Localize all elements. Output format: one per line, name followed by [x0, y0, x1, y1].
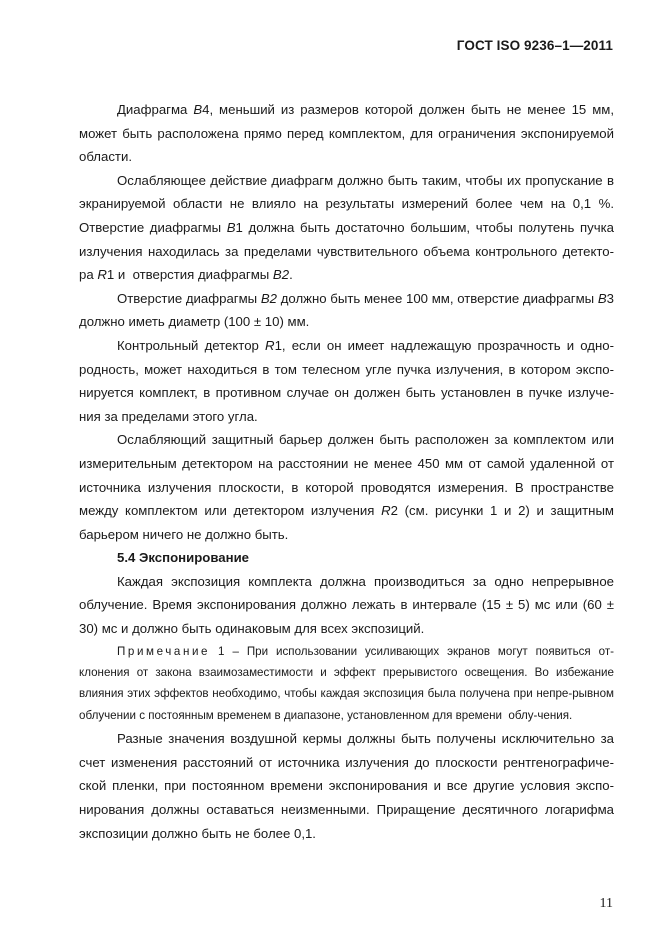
paragraph-attenuation: Ослабляющее действие диафрагм должно быть таким, чтобы их пропускание в экранируемой области не влияло на результаты измерений более чем на 0,1 %. Отверстие диафрагмы В1 должна быть достаточно большим, чтобы полутень пучка излучения находилась за пределами чувствительного объема контрольного детекто-ра R1 и отверстия диафрагмы В2. — [79, 172, 614, 283]
paragraph-exposure-time: Каждая экспозиция комплекта должна производиться за одно непрерывное облучение. Время экспонирования должно лежать в интервале (15 ± 5) мс или (60 ± 30) мс и должно быть одинаковым для всех экспозиций. — [79, 573, 614, 637]
document-code-header: ГОСТ ISO 9236–1—2011 — [456, 38, 613, 53]
section-heading-5-4: 5.4 Экспонирование — [117, 550, 250, 566]
paragraph-diaphragm-b4: Диафрагма В4, меньший из размеров которой должен быть не менее 15 мм, может быть расположена прямо перед комплектом, для ограничения экспонируемой области. — [79, 102, 614, 165]
paragraph-control-detector: Контрольный детектор R1, если он имеет надлежащую прозрачность и одно-родность, может находиться в том телесном угле пучка излучения, в котором экспо-нируется комплект, в противном случае он должен быть установлен в пучке излуче-ния за пределами этого угла. — [79, 337, 614, 424]
page-number: 11 — [599, 896, 613, 911]
paragraph-air-kerma: Разные значения воздушной кермы должны быть получены исключительно за счет изменения расстояний от источника излучения до плоскости рентгенографиче-ской пленки, при постоянном времени экспонирования и все другие условия экспо-нирования должны оставаться неизменными. Приращение десятичного логарифма экспозиции должно быть не более 0,1. — [79, 731, 614, 841]
page-body — [79, 98, 614, 845]
note-1: Примечание 1 – При использовании усиливающих экранов могут появиться от-клонения от закона взаимозаместимости и эффект прерывистого освещения. Во избежание влияния этих эффектов необходимо, чтобы каждая экспозиция была получена при непре-рывном облучении с постоянным временем в диапазоне, установленном для времени облу-чения. — [79, 644, 614, 722]
paragraph-aperture-b2-b3: Отверстие диафрагмы В2 должно быть менее 100 мм, отверстие диафрагмы В3 должно иметь диаметр (100 ± 10) мм. — [79, 290, 614, 330]
paragraph-protective-barrier: Ослабляющий защитный барьер должен быть расположен за комплектом или измерительным детектором на расстоянии не менее 450 мм от самой удаленной от источника излучения плоскости, в которой проводятся измерения. В пространстве между комплектом или детектором излучения R2 (см. рисунки 1 и 2) и защитным барьером ничего не должно быть. — [79, 432, 615, 542]
